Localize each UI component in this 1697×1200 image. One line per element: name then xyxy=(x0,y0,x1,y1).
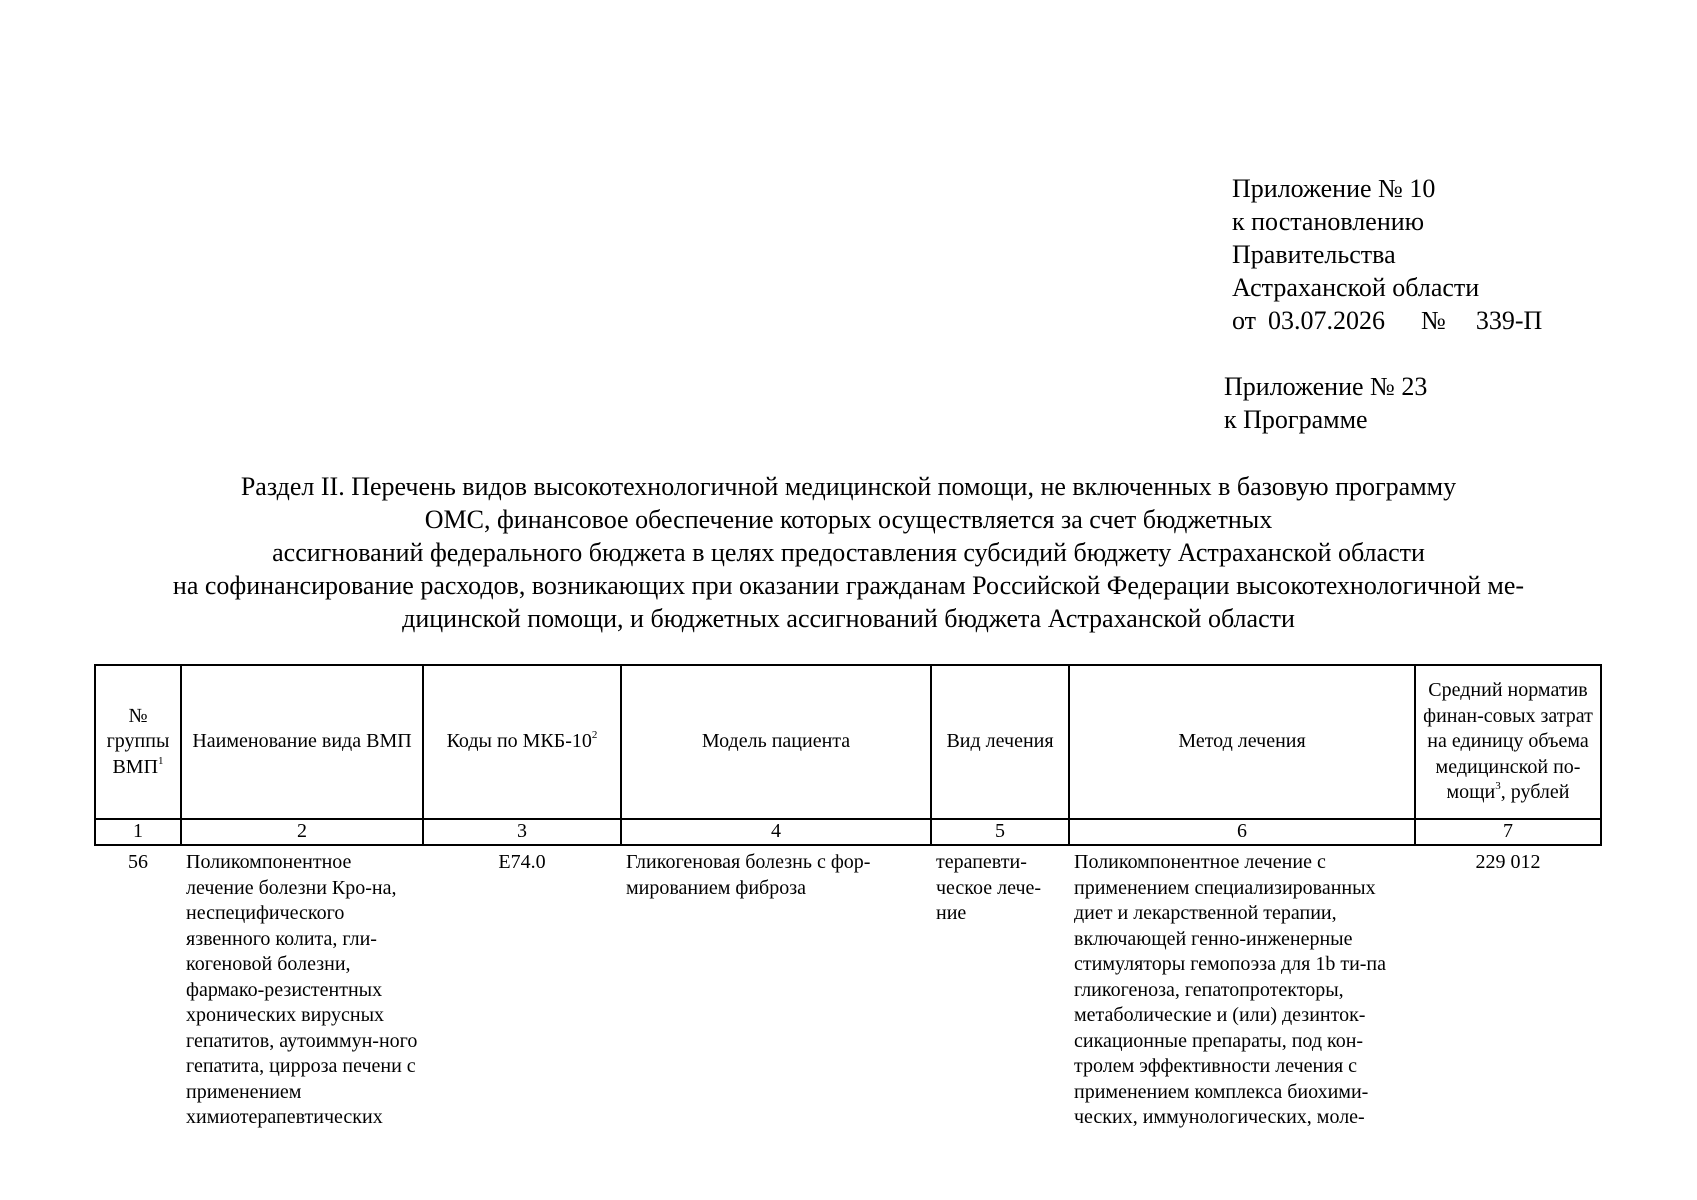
header-treatment-method: Метод лечения xyxy=(1069,665,1415,819)
annex-23-title: Приложение № 23 xyxy=(1224,372,1428,401)
cell-group-number: 56 xyxy=(128,851,148,873)
table-row xyxy=(95,845,1601,1131)
cell-patient-model: Гликогеновая болезнь с фор-мированием фиброза xyxy=(626,851,871,899)
section-title-line: ассигнований федерального бюджета в целях предоставления субсидий бюджету Астраханской области xyxy=(272,538,1425,567)
header-treatment-type: Вид лечения xyxy=(931,665,1069,819)
section-title xyxy=(90,470,1607,635)
vmp-table xyxy=(94,664,1602,1131)
decree-line xyxy=(1232,304,1542,337)
footnote-2: 2 xyxy=(591,729,598,742)
annex-23-block xyxy=(1224,370,1427,436)
column-number: 3 xyxy=(423,819,621,845)
cell-average-cost: 229 012 xyxy=(1475,851,1541,873)
column-number: 5 xyxy=(931,819,1069,845)
header-icd-codes: Коды по МКБ-$10^2$ xyxy=(423,665,621,819)
cell-treatment-method: Поликомпонентное лечение с применением специализированных диет и лекарственной терапии, включающей генно-инженерные стимуляторы гемопоэза для 1b ти-па гликогеноза, гепатопротекторы, метаболические и (или) дезинток-сикационные препараты, под кон-тролем эффективности лечения с применением комплекса биохими-ческих, иммунологических, моле- xyxy=(1074,851,1387,1128)
column-number: 4 xyxy=(621,819,931,845)
header-average-cost: Средний норматив финан-совых затрат на единицу объема медицинской по-мощи$^3$, рублей xyxy=(1415,665,1601,819)
annex-10-title: Приложение № 10 xyxy=(1232,174,1436,203)
cell-vmp-name: Поликомпонентное лечение болезни Кро-на, неспецифического язвенного колита, гли-когеновой болезни, фармако-резистентных хронических вирусных гепатитов, аутоиммун-ного гепатита, цирроза печени с применением химиотерапевтических xyxy=(186,851,418,1128)
section-title-line: на софинансирование расходов, возникающих при оказании гражданам Российской Федерации высокотехнологичной ме- xyxy=(172,571,1525,600)
column-number-row xyxy=(95,819,1601,845)
annex-10-line-4: Астраханской области xyxy=(1232,273,1480,302)
annex-23-line-2: к Программе xyxy=(1224,405,1368,434)
section-title-line: дицинской помощи, и бюджетных ассигнований бюджета Астраханской области xyxy=(402,604,1295,633)
footnote-1: 1 xyxy=(158,754,164,767)
decree-date: 03.07.2026 xyxy=(1268,306,1386,335)
decree-number-sign: № xyxy=(1421,306,1446,335)
column-number: 6 xyxy=(1069,819,1415,845)
decree-number: 339-П xyxy=(1475,306,1543,335)
footnote-3: 3 xyxy=(1495,780,1501,793)
header-patient-model: Модель пациента xyxy=(621,665,931,819)
header-group-number: № группы ВМП$^1$ xyxy=(95,665,181,819)
table-header-row xyxy=(95,665,1601,819)
cell-icd-codes: E74.0 xyxy=(498,851,546,873)
annex-10-line-3: Правительства xyxy=(1232,240,1396,269)
section-title-line: Раздел II. Перечень видов высокотехнологичной медицинской помощи, не включенных в базовую программу xyxy=(240,472,1457,501)
decree-from: от xyxy=(1232,306,1257,335)
column-number: 1 xyxy=(95,819,181,845)
annex-10-line-2: к постановлению xyxy=(1232,207,1425,236)
section-title-line: ОМС, финансовое обеспечение которых осуществляется за счет бюджетных xyxy=(424,505,1273,534)
header-vmp-name: Наименование вида ВМП xyxy=(181,665,423,819)
column-number: 2 xyxy=(181,819,423,845)
column-number: 7 xyxy=(1415,819,1601,845)
cell-treatment-type: терапевти-ческое лече-ние xyxy=(936,851,1042,924)
annex-10-block xyxy=(1232,172,1542,337)
